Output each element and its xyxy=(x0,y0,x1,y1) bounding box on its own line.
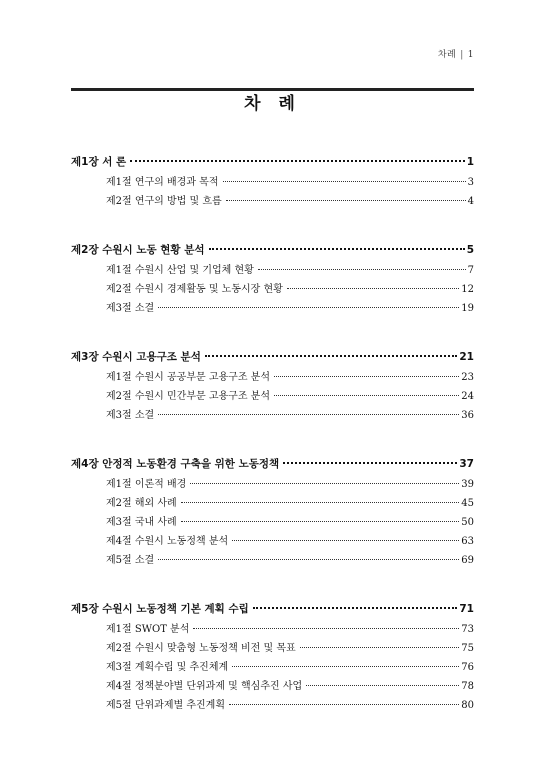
section-page-number: 45 xyxy=(461,498,474,509)
toc-chapter-1 xyxy=(71,151,474,211)
dot-leader xyxy=(130,160,464,162)
section-label: 제3절 국내 사례 xyxy=(106,517,177,528)
toc-section-entry[interactable] xyxy=(71,475,474,494)
dot-leader xyxy=(158,559,459,560)
dot-leader xyxy=(300,647,460,648)
dot-leader xyxy=(158,307,459,308)
toc-section-entry[interactable] xyxy=(71,261,474,280)
section-page-number: 12 xyxy=(461,284,474,295)
section-page-number: 39 xyxy=(461,479,474,490)
dot-leader xyxy=(190,483,459,484)
dot-leader xyxy=(205,355,458,357)
running-header-title: 차례 xyxy=(437,50,457,60)
dot-leader xyxy=(258,269,466,270)
section-label: 제2절 수원시 민간부문 고용구조 분석 xyxy=(106,391,270,402)
toc-section-entry[interactable] xyxy=(71,192,474,211)
section-label: 제4절 수원시 노동정책 분석 xyxy=(106,536,229,547)
toc-section-entry[interactable] xyxy=(71,513,474,532)
dot-leader xyxy=(181,502,460,503)
section-label: 제1절 수원시 산업 및 기업체 현황 xyxy=(106,265,254,276)
chapter-page-number: 71 xyxy=(459,603,474,615)
dot-leader xyxy=(223,181,466,182)
section-page-number: 19 xyxy=(461,303,474,314)
section-label: 제5절 소결 xyxy=(106,555,155,566)
section-page-number: 36 xyxy=(461,410,474,421)
dot-leader xyxy=(226,200,466,201)
toc-section-entry[interactable] xyxy=(71,387,474,406)
toc-section-entry[interactable] xyxy=(71,639,474,658)
dot-leader xyxy=(232,540,459,541)
section-page-number: 7 xyxy=(467,265,474,276)
chapter-page-number: 21 xyxy=(459,351,474,363)
toc-chapter-entry[interactable] xyxy=(71,151,474,173)
section-page-number: 63 xyxy=(461,536,474,547)
chapter-page-number: 1 xyxy=(466,156,474,168)
section-label: 제2절 연구의 방법 및 흐름 xyxy=(106,196,222,207)
toc-section-entry[interactable] xyxy=(71,620,474,639)
toc-section-entry[interactable] xyxy=(71,299,474,318)
section-page-number: 78 xyxy=(461,681,474,692)
dot-leader xyxy=(229,704,459,705)
section-label: 제2절 수원시 맞춤형 노동정책 비전 및 목표 xyxy=(106,643,296,654)
section-label: 제3절 소결 xyxy=(106,303,155,314)
section-label: 제1절 SWOT 분석 xyxy=(106,624,190,635)
title-rule xyxy=(71,88,474,91)
section-page-number: 23 xyxy=(461,372,474,383)
toc-section-entry[interactable] xyxy=(71,494,474,513)
chapter-page-number: 5 xyxy=(466,244,474,256)
toc-section-entry[interactable] xyxy=(71,658,474,677)
section-page-number: 75 xyxy=(461,643,474,654)
chapter-label: 제1장 서 론 xyxy=(71,156,127,168)
toc-chapter-4 xyxy=(71,453,474,570)
section-label: 제2절 수원시 경제활동 및 노동시장 현황 xyxy=(106,284,283,295)
toc-section-entry[interactable] xyxy=(71,551,474,570)
running-header-page-number: 1 xyxy=(467,50,474,60)
toc-chapter-entry[interactable] xyxy=(71,598,474,620)
chapter-label: 제5장 수원시 노동정책 기본 계획 수립 xyxy=(71,603,249,615)
section-label: 제3절 계획수립 및 추진체계 xyxy=(106,662,229,673)
dot-leader xyxy=(287,288,459,289)
chapter-label: 제2장 수원시 노동 현황 분석 xyxy=(71,244,205,256)
chapter-label: 제3장 수원시 고용구조 분석 xyxy=(71,351,201,363)
toc-section-entry[interactable] xyxy=(71,280,474,299)
chapter-page-number: 37 xyxy=(459,458,474,470)
toc-section-entry[interactable] xyxy=(71,368,474,387)
running-header xyxy=(438,47,474,60)
toc-section-entry[interactable] xyxy=(71,532,474,551)
section-page-number: 4 xyxy=(467,196,474,207)
toc-section-entry[interactable] xyxy=(71,173,474,192)
section-page-number: 76 xyxy=(461,662,474,673)
dot-leader xyxy=(253,607,458,609)
section-label: 제1절 연구의 배경과 목적 xyxy=(106,177,219,188)
section-page-number: 24 xyxy=(461,391,474,402)
dot-leader xyxy=(274,376,459,377)
section-page-number: 69 xyxy=(461,555,474,566)
toc-chapter-5 xyxy=(71,598,474,715)
dot-leader xyxy=(181,521,460,522)
section-label: 제4절 정책분야별 단위과제 및 핵심추진 사업 xyxy=(106,681,303,692)
toc-chapter-entry[interactable] xyxy=(71,239,474,261)
section-label: 제1절 이론적 배경 xyxy=(106,479,187,490)
section-label: 제1절 수원시 공공부문 고용구조 분석 xyxy=(106,372,270,383)
toc-chapter-3 xyxy=(71,346,474,425)
section-label: 제3절 소결 xyxy=(106,410,155,421)
dot-leader xyxy=(193,628,459,629)
toc-section-entry[interactable] xyxy=(71,677,474,696)
page-title: 차 례 xyxy=(244,94,301,114)
running-header-separator: | xyxy=(460,50,464,60)
dot-leader xyxy=(232,666,459,667)
dot-leader xyxy=(158,414,459,415)
section-page-number: 80 xyxy=(461,700,474,711)
toc-section-entry[interactable] xyxy=(71,696,474,715)
toc-section-entry[interactable] xyxy=(71,406,474,425)
toc-chapter-entry[interactable] xyxy=(71,453,474,475)
section-label: 제2절 해외 사례 xyxy=(106,498,177,509)
chapter-label: 제4장 안정적 노동환경 구축을 위한 노동정책 xyxy=(71,458,280,470)
section-label: 제5절 단위과제별 추진계획 xyxy=(106,700,225,711)
toc-chapter-2 xyxy=(71,239,474,318)
dot-leader xyxy=(283,462,457,464)
dot-leader xyxy=(274,395,459,396)
table-of-contents xyxy=(71,151,474,743)
dot-leader xyxy=(209,248,465,250)
section-page-number: 50 xyxy=(461,517,474,528)
dot-leader xyxy=(306,685,459,686)
toc-chapter-entry[interactable] xyxy=(71,346,474,368)
section-page-number: 3 xyxy=(467,177,474,188)
section-page-number: 73 xyxy=(461,624,474,635)
